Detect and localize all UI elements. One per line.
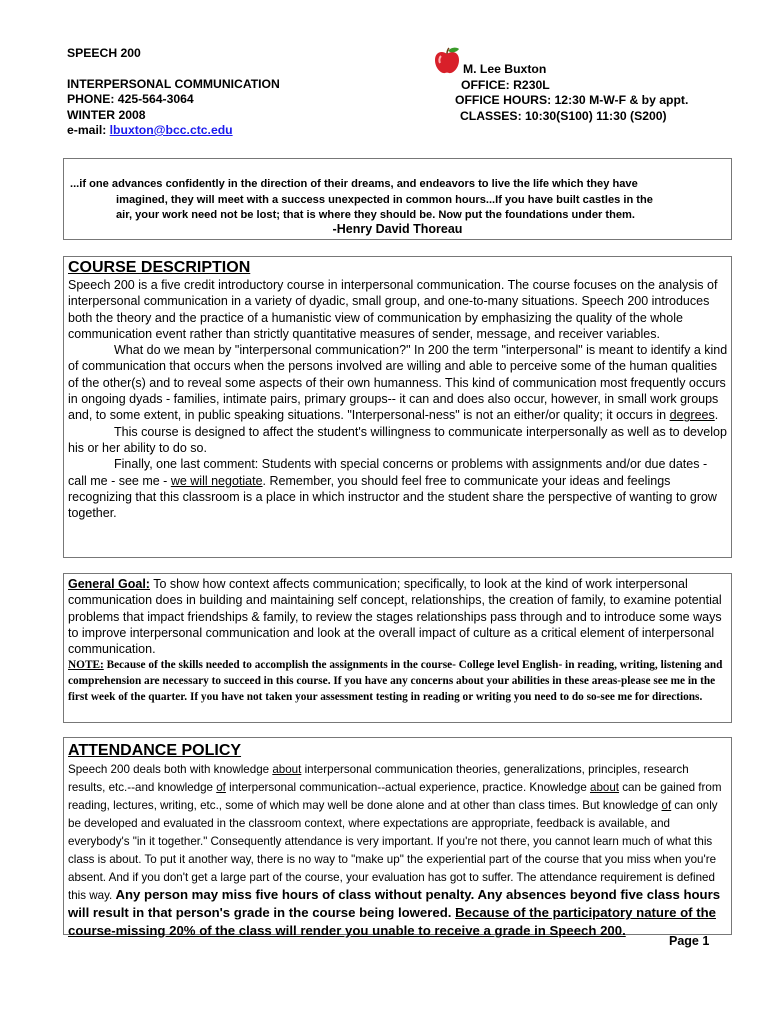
text-run: can be gained from reading, lectures, writing, etc., some of which may well be done alone and at other than class times. But knowledge (68, 781, 722, 812)
text-run: interpersonal communication theories, generalizations, principles, research results, etc.--and knowledge (68, 763, 689, 794)
description-paragraph-4 (68, 456, 728, 521)
description-paragraph-3: This course is designed to affect the student's willingness to communicate interpersonally as well as to develop his or her ability to do so. (68, 424, 727, 455)
course-code: SPEECH 200 (67, 46, 141, 60)
note-label: NOTE: (68, 659, 104, 672)
underlined-text: about (272, 763, 302, 776)
page-number: Page 1 (669, 934, 710, 948)
email-line (67, 123, 280, 139)
phone: PHONE: 425-564-3064 (67, 92, 194, 106)
general-goal-label: General Goal: (68, 577, 150, 591)
text-run: interpersonal communication--actual experience, practice. Knowledge (225, 781, 590, 794)
classes: CLASSES: 10:30(S100) 11:30 (S200) (460, 108, 667, 123)
course-title: INTERPERSONAL COMMUNICATION (67, 76, 280, 91)
description-paragraph-1: Speech 200 is a five credit introductory course in interpersonal communication. The course focuses on the analysis of interpersonal communication in a variety of dyadic, small group, and one-to-many situations. Speech 200 introduces both the theory and the practice of a humanistic view of communication by emphasizing the quality of the whole communication event rather than strictly quantitative measures of sender, message, and receiver variables. (68, 278, 718, 341)
quote-line-2: imagined, they will meet with a success unexpected in common hours...If you have built castles in the (116, 193, 653, 206)
text-run: Finally, one last comment: Students with special concerns or problems with assignments and/or due dates - call me - see me - (68, 457, 708, 488)
quote-author: -Henry David Thoreau (332, 222, 463, 236)
note-text (68, 657, 728, 705)
text-run: Speech 200 deals both with knowledge (68, 763, 273, 776)
underlined-text: of (661, 799, 672, 812)
quote-line-3: air, your work need not be lost; that is where they should be. Now put the foundations under them. (116, 209, 635, 221)
general-goal-text (68, 576, 728, 657)
quote-line-1: ...if one advances confidently in the direction of their dreams, and endeavors to live the life which they have (70, 178, 638, 190)
office-hours: OFFICE HOURS: 12:30 M-W-F & by appt. (455, 93, 689, 107)
description-paragraph-2 (68, 342, 728, 423)
text-run: . (714, 408, 719, 423)
email-link[interactable]: lbuxton@bcc.ctc.edu (109, 123, 233, 137)
header-left (67, 46, 280, 139)
attendance-rule: Any person may miss five hours of class without penalty. Any absences beyond five class hours will result in that person's grade in the course being lowered. (68, 887, 721, 920)
text-run: Because of the skills needed to accomplish the assignments in the course- College level English- in reading, writing, listening and comprehension are necessary to succeed in this course. If you have any concerns about your abilities in these areas-please see me in the first week of the quarter. If you have not taken your assessment testing in reading or writing you need to do so-see me for directions. (68, 659, 723, 704)
text-run: To show how context affects communication; specifically, to look at the kind of work interpersonal communication does in building and maintaining self concept, relationships, the creation of family, to examine potential problems that impact friendships & family, to review the stages relationships pass through and to introduce some ways to improve interpersonal communication and look at the overall impact of culture as a critical element of interpersonal communication. (68, 577, 722, 657)
attendance-rule-underlined: Because of the participatory nature of the course-missing 20% of the class will render you unable to receive a grade in Speech 200. (68, 905, 716, 938)
term: WINTER 2008 (67, 107, 146, 122)
general-goal-section (63, 573, 732, 723)
underlined-text: about (590, 781, 620, 794)
underlined-text: of (216, 781, 226, 794)
instructor-name: M. Lee Buxton (463, 62, 547, 76)
text-run: . Remember, you should feel free to communicate your ideas and feelings recognizing that this classroom is a place in which instructor and the student share the perspective of wanting to grow together. (68, 473, 717, 521)
header-right (455, 62, 688, 124)
quote-box (63, 158, 732, 240)
course-description-heading: COURSE DESCRIPTION (68, 259, 251, 276)
attendance-section (63, 737, 732, 938)
text-run: What do we mean by "interpersonal communication?" In 200 the term "interpersonal" is meant to identify a kind of communication that occurs when the persons involved are willing and able to perceive some of the human qualities of the other(s) and to reveal some aspects of their own humanness. This kind of communication most frequently occurs in ongoing dyads - families, intimate pairs, primary groups-- it can and does also occur, however, in small work groups and, to some extent, in public speaking situations. "Interpersonal-ness" is not an either/or quality; it occurs in (68, 343, 728, 423)
text-run: can only be developed and evaluated in the classroom context, where expectations are appropriate, feedback is available, and everybody's "in it together." Consequently attendance is very important. If you're not there, you cannot learn much of what this class is about. To put it another way, there is no way to "make up" the experiential part of the course that you miss when you're absent. And if you don't get a large part of the course, your evaluation has got to suffer. The attendance requirement is defined this way. (68, 799, 718, 902)
course-description-section (63, 256, 732, 558)
attendance-text (68, 760, 728, 940)
underlined-text: degrees (669, 408, 715, 423)
underlined-text: we will negotiate (170, 473, 263, 488)
quote-text (70, 177, 726, 224)
email-label: e-mail: (67, 123, 110, 137)
office: OFFICE: R230L (461, 77, 550, 92)
attendance-heading: ATTENDANCE POLICY (68, 742, 242, 759)
